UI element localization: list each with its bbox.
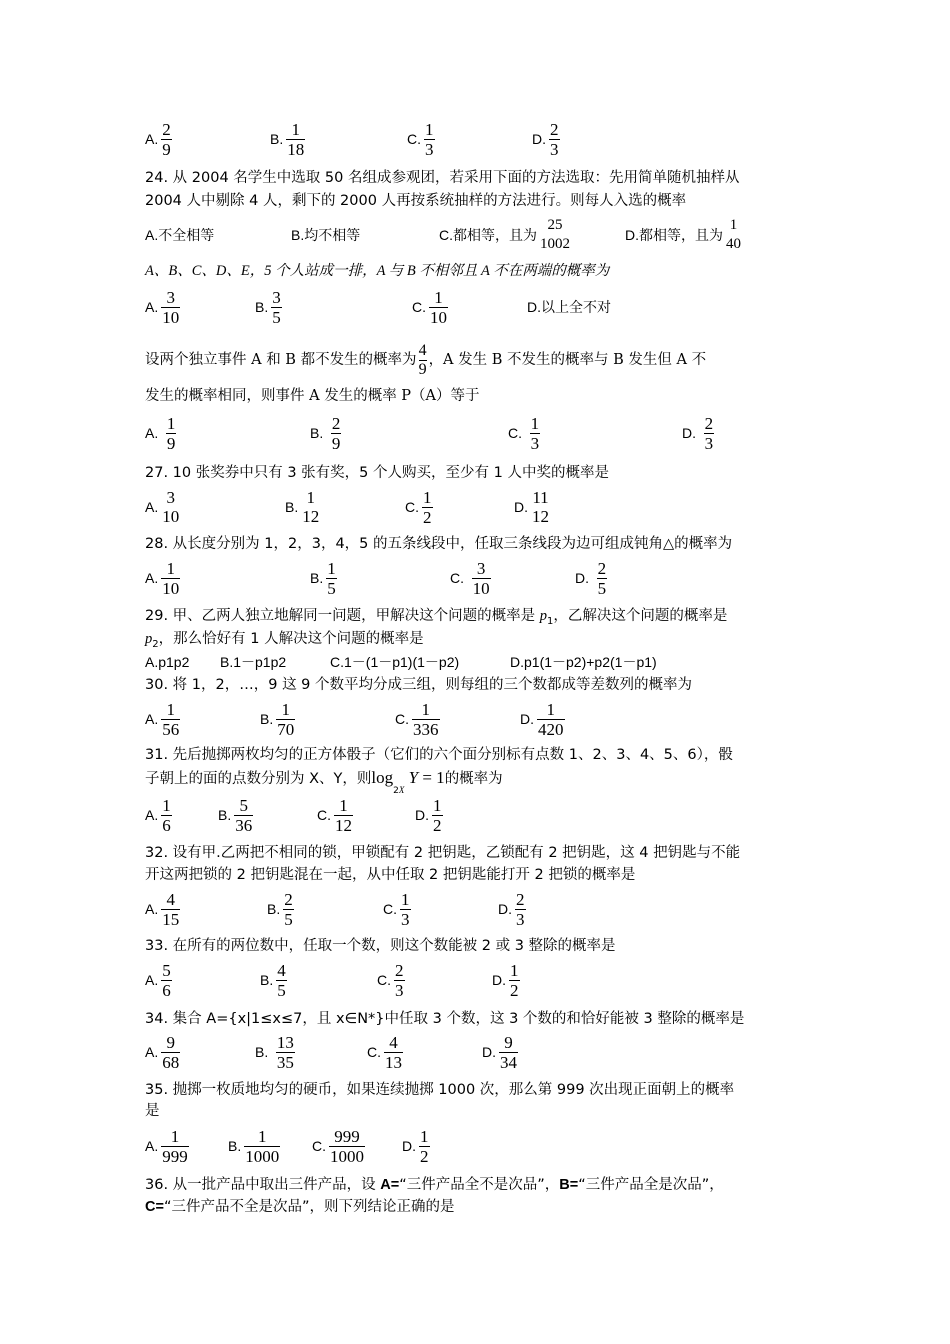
option-b: B. $\frac{1}{70}$ [260,699,295,739]
q33-options [145,957,810,1003]
fraction: $\frac{2}{9}$ [162,119,171,159]
option-b: B. $\frac{13}{35}$ [255,1032,294,1072]
option-c: C.都相等，且为 25 1002 [439,217,570,252]
option-a: A. $\frac{5}{6}$ [145,960,171,1000]
option-d: D. $\frac{9}{34}$ [482,1032,517,1072]
option-b: B. $\frac{4}{5}$ [260,960,286,1000]
option-d: D. $\frac{1}{420}$ [520,699,564,739]
q27-options [145,484,810,530]
option-c: C. $\frac{1}{336}$ [395,699,439,739]
fraction: $\frac{5}{6}$ [162,960,171,1000]
q24-options [145,212,810,258]
option-d: D. $\frac{2}{3}$ [682,413,714,453]
option-c: C. $\frac{1}{10}$ [412,287,447,327]
q34-options [145,1029,810,1075]
q26-text-line2: 发生的概率相同，则事件 A 发生的概率 P（A）等于 [145,388,480,404]
option-c: C. $\frac{2}{3}$ [377,960,404,1000]
fraction: 1 40 [726,217,741,252]
fraction: $\frac{4}{13}$ [385,1032,402,1072]
q32-options [145,886,810,932]
fraction: $\frac{2}{9}$ [331,413,341,453]
fraction: 3 10 [162,488,180,526]
q28-options [145,555,810,601]
option-d: D. $\frac{2}{3}$ [498,889,525,929]
fraction: $\frac{999}{1000}$ [330,1126,364,1166]
fraction: $\frac{1}{3}$ [401,889,410,929]
q36-text-line1: 36. 从一批产品中取出三件产品，设 A=“三件产品全不是次品”，B=“三件产品全是次品”， [145,1177,724,1193]
q35-options [145,1123,810,1169]
fraction: $\frac{1}{2}$ [433,795,442,835]
q32-text-line2: 开这两把锁的 2 把钥匙混在一起，从中任取 2 把钥匙能打开 2 把锁的概率是 [145,867,636,883]
fraction: $\frac{1}{12}$ [335,795,352,835]
fraction: $\frac{2}{5}$ [597,558,607,598]
q28-text: 28. 从长度分别为 1，2，3，4，5 的五条线段中，任取三条线段为边可组成钝角△的概率为 [145,536,733,552]
option-b: B.均不相等 [291,227,361,243]
option-b: B. $\frac{2}{5}$ [267,889,293,929]
q26-options [145,410,810,456]
fraction: $\frac{1}{56}$ [162,699,180,739]
fraction: $\frac{1}{9}$ [166,413,176,453]
option-a: A.不全相等 [145,227,215,243]
option-a: A.p1p2 [145,654,190,670]
fraction: $\frac{1}{10}$ [162,558,180,598]
option-a: A. $\frac{9}{68}$ [145,1032,180,1072]
q31-text-line1: 31. 先后抛掷两枚均匀的正方体骰子（它们的六个面分别标有点数 1、2、3、4、5、6），骰 [145,747,733,763]
fraction: $\frac{2}{3}$ [550,119,559,159]
q25-options [145,284,810,330]
q34-text: 34. 集合 A={x|1≤x≤7，且 x∈N*}中任取 3 个数，这 3 个数的和恰好能被 3 整除的概率是 [145,1011,745,1027]
option-a: A. $\frac{1}{6}$ [145,795,171,835]
fraction: 25 1002 [540,217,570,252]
fraction: 1 12 [302,488,320,526]
q30-options [145,696,810,742]
fraction: $\frac{1}{10}$ [430,287,447,327]
fraction: $\frac{1}{999}$ [162,1126,188,1166]
option-a: A. $\frac{4}{15}$ [145,889,180,929]
option-b: B. $\frac{2}{9}$ [310,413,341,453]
option-d: D. $\frac{2}{3}$ [532,119,559,159]
option-c: C. $\frac{3}{10}$ [450,558,490,598]
option-b: B. $\frac{3}{5}$ [255,287,281,327]
q29-text-line2: $p_2$，那么恰好有 1 人解决这个问题的概率是 [145,631,424,650]
fraction: $\frac{4}{5}$ [277,960,286,1000]
option-d: D.p1(1－p2)+p2(1－p1) [510,654,657,670]
fraction: $\frac{1}{336}$ [413,699,439,739]
fraction: $\frac{1}{18}$ [287,119,305,159]
fraction: $\frac{3}{10}$ [162,287,180,327]
q35-text-line2: 是 [145,1103,160,1119]
fraction: $\frac{2}{3}$ [516,889,525,929]
option-d: D. $\frac{1}{2}$ [492,960,519,1000]
option-b: B. 1 12 [285,488,320,526]
option-c: C. $\frac{999}{1000}$ [312,1126,364,1166]
option-d: D. $\frac{1}{2}$ [402,1126,429,1166]
fraction: $\frac{4}{15}$ [162,889,180,929]
fraction: $\frac{1}{1000}$ [245,1126,280,1166]
fraction: $\frac{1}{3}$ [530,413,540,453]
fraction: 11 12 [532,488,549,526]
fraction: $\frac{5}{36}$ [235,795,253,835]
option-b: B. $\frac{1}{1000}$ [228,1126,280,1166]
fraction: $\frac{2}{3}$ [395,960,404,1000]
option-c: C. $\frac{1}{3}$ [407,119,434,159]
q31-options [145,792,810,838]
option-c: C. $\frac{1}{12}$ [317,795,352,835]
fraction: $\frac{9}{34}$ [500,1032,517,1072]
fraction: $\frac{1}{2}$ [420,1126,429,1166]
option-b: B. $\frac{1}{18}$ [270,119,305,159]
option-a: A. $\frac{2}{9}$ [145,119,171,159]
option-a: A. $\frac{1}{10}$ [145,558,180,598]
fraction: $\frac{1}{6}$ [162,795,171,835]
q29-text-line1: 29. 甲、乙两人独立地解同一问题，甲解决这个问题的概率是 $p_1$，乙解决这个问题的概率是 [145,608,728,627]
fraction: $\frac{3}{5}$ [272,287,281,327]
q35-text-line1: 35. 抛掷一枚质地均匀的硬币，如果连续抛掷 1000 次，那么第 999 次出现正面朝上的概率 [145,1082,735,1098]
q25-text: A、B、C、D、E，5 个人站成一排，A 与 B 不相邻且 A 不在两端的概率为 [145,263,610,279]
fraction: $\frac{3}{10}$ [472,558,490,598]
fraction: $\frac{2}{3}$ [704,413,714,453]
fraction: $\frac{1}{2}$ [423,487,432,527]
q30-text: 30. 将 1，2，…，9 这 9 个数平均分成三组，则每组的三个数都成等差数列的概率为 [145,677,693,693]
option-a: A. 3 10 [145,488,180,526]
q32-text-line1: 32. 设有甲.乙两把不相同的锁，甲锁配有 2 把钥匙，乙锁配有 2 把钥匙，这 4 把钥匙与不能 [145,845,741,861]
option-c: C. $\frac{1}{3}$ [383,889,410,929]
option-d: D.都相等，且为 1 40 [625,217,741,252]
q26-text-line1: 设两个独立事件 A 和 B 都不发生的概率为 4 9 ，A 发生 B 不发生的概率与 B 发生但 A 不 [145,341,707,378]
q24-text-line2: 2004 人中剔除 4 人，剩下的 2000 人再按系统抽样的方法进行。则每人入选的概率 [145,193,687,209]
option-a: A. $\frac{1}{9}$ [145,413,176,453]
option-d: D.以上全不对 [527,299,611,315]
option-a: A. $\frac{3}{10}$ [145,287,180,327]
option-d: D. $\frac{2}{5}$ [575,558,607,598]
q23-options [145,116,810,162]
fraction: $\frac{1}{5}$ [327,558,336,598]
fraction: $\frac{1}{3}$ [425,119,434,159]
option-c: C. $\frac{1}{3}$ [508,413,540,453]
q27-text: 27. 10 张奖券中只有 3 张有奖，5 个人购买，至少有 1 人中奖的概率是 [145,465,609,481]
fraction: $\frac{1}{70}$ [277,699,295,739]
option-b: B.1－p1p2 [220,654,287,670]
q31-text-line2: 子朝上的面的点数分别为 X、Y，则$\log_{2X} Y = 1$的概率为 [145,768,503,796]
option-b: B. $\frac{1}{5}$ [310,558,336,598]
option-d: D. 11 12 [514,488,549,526]
q24-text-line1: 24. 从 2004 名学生中选取 50 名组成参观团，若采用下面的方法选取：先用简单随机抽样从 [145,170,740,186]
option-d: D. $\frac{1}{2}$ [415,795,442,835]
option-b: B. $\frac{5}{36}$ [218,795,253,835]
fraction: $\frac{1}{420}$ [538,699,564,739]
fraction: $\frac{1}{2}$ [510,960,519,1000]
fraction: $\frac{2}{5}$ [284,889,293,929]
option-a: A. $\frac{1}{56}$ [145,699,180,739]
option-c: C. $\frac{1}{2}$ [405,487,432,527]
option-c: C. $\frac{4}{13}$ [367,1032,402,1072]
fraction: $\frac{9}{68}$ [162,1032,180,1072]
q36-text-line2: C=“三件产品不全是次品”，则下列结论正确的是 [145,1199,455,1215]
fraction: 4 9 [418,341,427,378]
fraction: $\frac{13}{35}$ [276,1032,294,1072]
option-a: A. $\frac{1}{999}$ [145,1126,188,1166]
option-c: C.1－(1－p1)(1－p2) [330,654,460,670]
q33-text: 33. 在所有的两位数中，任取一个数，则这个数能被 2 或 3 整除的概率是 [145,938,616,954]
